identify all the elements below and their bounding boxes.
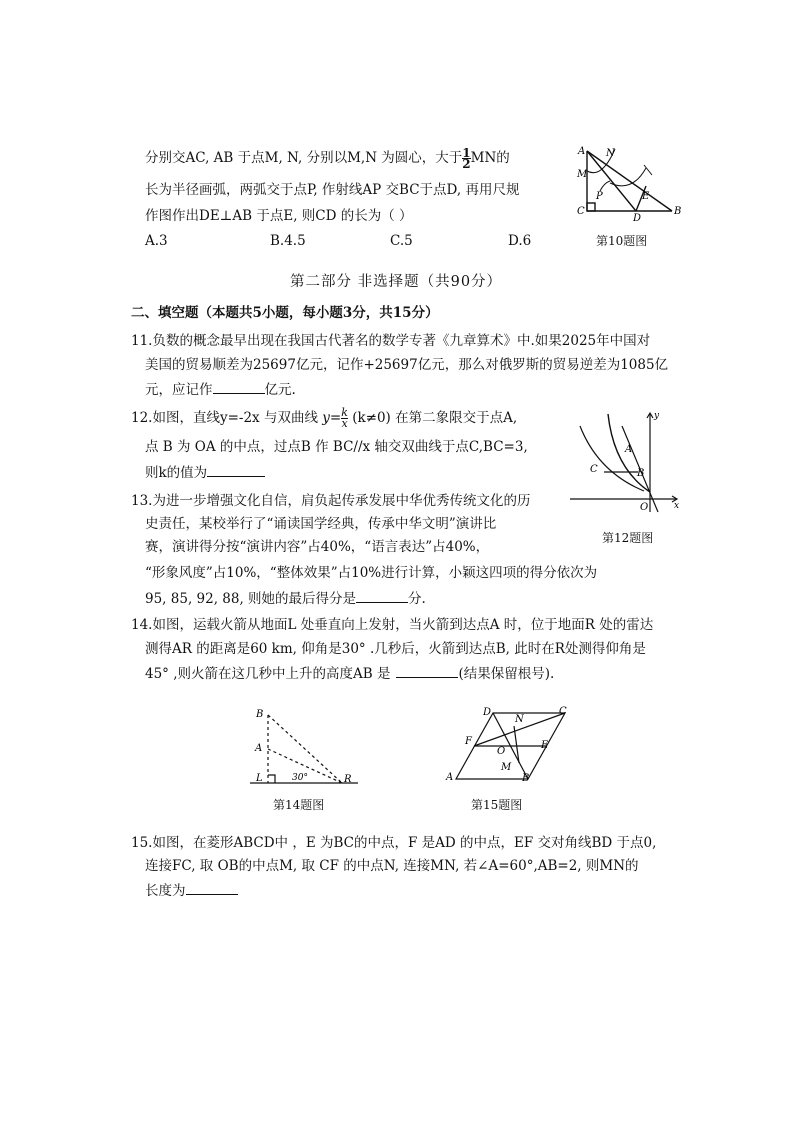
q10-option-c: C.5: [390, 233, 413, 249]
q15-label-b: B: [522, 773, 530, 783]
q12-figure: [568, 408, 682, 516]
q13-line2: 史责任，某校举行了“诵读国学经典，传承中华文明”演讲比: [145, 516, 497, 532]
q14-figure: [250, 705, 362, 789]
q10-figure: [570, 143, 685, 221]
q13-line1: 13.为进一步增强文化自信，肩负起传承发展中华优秀传统文化的历: [131, 493, 531, 509]
q15-label-m: M: [501, 762, 512, 773]
q12-label-x: x: [674, 501, 680, 511]
q15-label-d: D: [483, 707, 492, 718]
q11-line2: 美国的贸易顺差为25697亿元，记作+25697亿元，那么对俄罗斯的贸易逆差为1085亿: [145, 357, 669, 373]
part2-heading: 第二部分 非选择题（共90分）: [290, 274, 503, 290]
q10-figure-caption: 第10题图: [596, 234, 648, 248]
q13-line5-b: 分.: [408, 591, 426, 607]
q14-line3: [145, 663, 554, 684]
q14-line1: 14.如图，运载火箭从地面L 处垂直向上发射，当火箭到达点A 时，位于地面R 处的雷达: [131, 617, 654, 633]
q15-figure: [443, 703, 575, 783]
q10-label-a: A: [578, 146, 586, 157]
q12-label-b: B: [637, 468, 645, 479]
q15-label-f: F: [465, 736, 472, 747]
q12-label-y: y: [654, 411, 660, 421]
q14-label-r: R: [344, 774, 352, 785]
q11-line1: 11.负数的概念最早出现在我国古代著名的数学专著《九章算术》中.如果2025年中国对: [131, 333, 651, 349]
q10-line1-b: MN的: [470, 150, 510, 166]
q10-option-b: B.4.5: [270, 233, 306, 249]
q14-line2: 测得AR 的距离是60 km, 仰角是30° .几秒后，火箭到达点B, 此时在R处测得仰角是: [145, 641, 646, 657]
q10-label-m: M: [577, 169, 588, 180]
q14-figure-caption: 第14题图: [273, 798, 325, 812]
q11-line3: [145, 379, 296, 400]
q10-line1: [145, 148, 510, 169]
q12-line2: 点 B 为 OA 的中点，过点B 作 BC//x 轴交双曲线于点C,BC=3,: [145, 439, 528, 455]
q10-label-b: B: [674, 206, 682, 217]
q14-label-b: B: [256, 709, 264, 720]
q12-line1: [131, 408, 517, 429]
q11-line3-b: 亿元.: [264, 382, 296, 398]
q12-figure-caption: 第12题图: [602, 531, 654, 545]
q10-line1-a: 分别交AC, AB 于点M, N, 分别以M,N 为圆心，大于: [145, 150, 463, 166]
q15-label-e: E: [541, 740, 549, 751]
q11-answer-blank[interactable]: [213, 379, 265, 394]
q13-line5: [145, 588, 426, 609]
hyperbola-equation: y= $\frac{k}{x}$: [322, 406, 348, 430]
q15-label-n: N: [515, 714, 524, 725]
q15-line3-text: 长度为: [145, 883, 186, 899]
q10-label-d: D: [633, 213, 642, 221]
q10-label-n: N: [606, 148, 615, 159]
q15-line2: 连接FC, 取 OB的中点M, 取 CF 的中点N, 连接MN, 若∠A=60°,AB=2, 则MN的: [145, 858, 639, 874]
one-half-fraction: $\frac{1}{2}$: [462, 146, 471, 171]
q13-line3: 赛，演讲得分按“演讲内容”占40%，“语言表达”占40%，: [145, 539, 490, 555]
q10-label-c: C: [577, 206, 585, 217]
q15-line1: 15.如图，在菱形ABCD中 ，E 为BC的中点，F 是AD 的中点，EF 交对角线BD 于点0,: [131, 835, 657, 851]
q13-line4: “形象风度”占10%，“整体效果”占10%进行计算，小颖这四项的得分依次为: [145, 565, 598, 581]
q14-line3-a: 45° ,则火箭在这几秒中上升的高度AB 是: [145, 666, 391, 682]
q10-line3: 作图作出DE⊥AB 于点E, 则CD 的长为（ ）: [145, 208, 413, 224]
q12-label-o: O: [640, 502, 649, 513]
q15-figure-caption: 第15题图: [471, 798, 523, 812]
q14-answer-blank[interactable]: [396, 663, 458, 678]
q10-option-a: A.3: [145, 233, 168, 249]
q12-line1-b: (k≠0) 在第二象限交于点A,: [352, 410, 518, 426]
section2-heading: 二、填空题（本题共5小题，每小题3分，共15分）: [131, 305, 439, 321]
q10-line2: 长为半径画弧，两弧交于点P, 作射线AP 交BC于点D, 再用尺规: [145, 182, 520, 198]
q12-label-a: A: [625, 444, 633, 455]
q14-label-l: L: [256, 773, 263, 784]
q12-label-c: C: [590, 464, 598, 475]
q10-option-d: D.6: [508, 233, 532, 249]
q12-answer-blank[interactable]: [207, 462, 265, 477]
q11-line3-a: 元，应记作: [145, 382, 213, 398]
q15-label-c: C: [559, 706, 567, 717]
q12-line3: [145, 462, 265, 483]
q12-line3-text: 则k的值为: [145, 465, 208, 481]
q12-line1-a: 12.如图，直线y=-2x 与双曲线: [131, 410, 318, 426]
q15-answer-blank[interactable]: [186, 880, 238, 895]
q14-label-a: A: [255, 743, 263, 754]
q15-label-a: A: [446, 772, 454, 783]
q13-answer-blank[interactable]: [356, 588, 408, 603]
q15-line3: [145, 880, 238, 901]
q14-line3-b: (结果保留根号).: [458, 666, 555, 682]
q10-label-p: P: [596, 191, 603, 202]
q15-label-o: O: [497, 746, 506, 757]
q10-label-e: E: [642, 191, 650, 202]
q13-line5-a: 95, 85, 92, 88, 则她的最后得分是: [145, 591, 357, 607]
q14-label-angle: 30°: [292, 773, 308, 783]
